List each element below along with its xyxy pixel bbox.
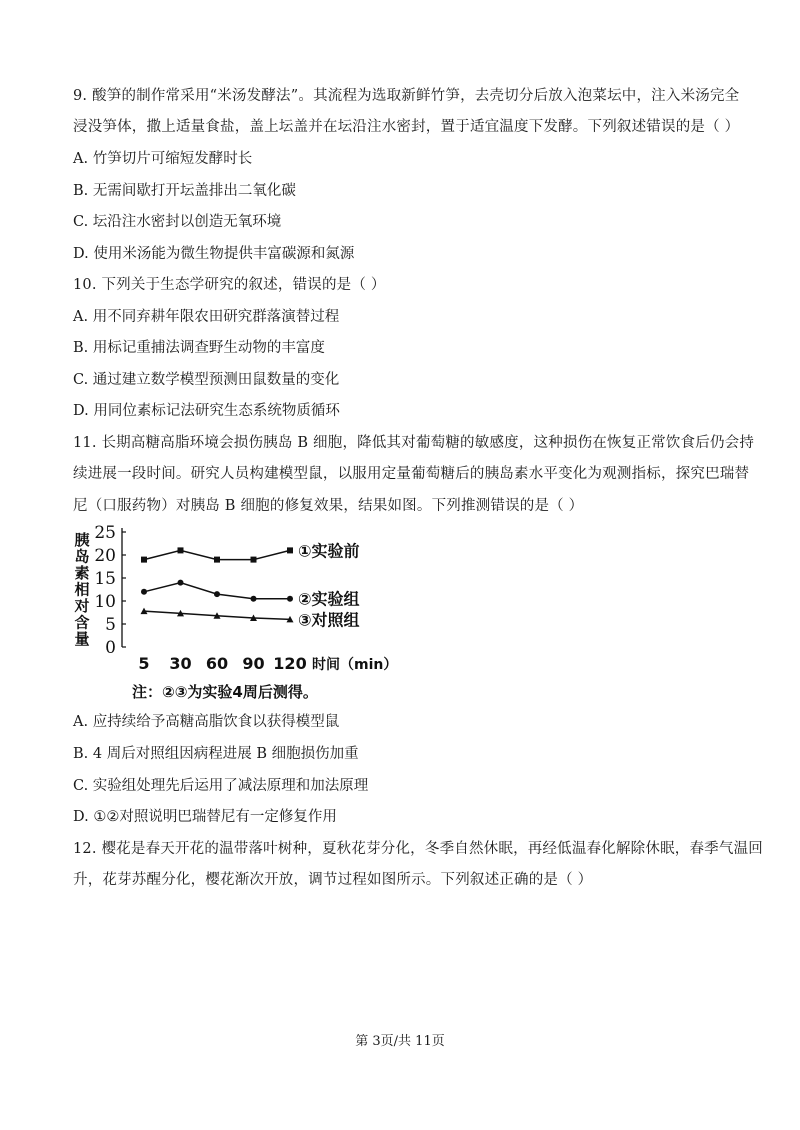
x-tick-label: 30 (169, 654, 192, 673)
data-point-square (287, 547, 293, 553)
q9-stem-line-1: 9. 酸笋的制作常采用“米汤发酵法”。其流程为选取新鲜竹笋，去壳切分后放入泡菜坛中，注入米汤完全 (73, 88, 740, 104)
y-tick-label: 25 (94, 523, 116, 543)
q10-option-d: D. 用同位素标记法研究生态系统物质循环 (73, 403, 340, 419)
q10-stem: 10. 下列关于生态学研究的叙述，错误的是（ ） (73, 277, 386, 293)
insulin-chart (70, 520, 410, 700)
x-tick-label: 60 (205, 654, 229, 673)
q11-stem-line-3: 尼（口服药物）对胰岛 B 细胞的修复效果，结果如图。下列推测错误的是（ ） (73, 498, 584, 514)
data-point-circle (287, 596, 293, 602)
x-tick-label: 120 (273, 654, 307, 673)
series-label: ①实验前 (298, 541, 360, 561)
q11-option-c: C. 实验组处理先后运用了减法原理和加法原理 (73, 778, 369, 794)
q9-option-d: D. 使用米汤能为微生物提供丰富碳源和氮源 (73, 246, 355, 262)
data-point-square (214, 557, 220, 563)
data-point-circle (178, 580, 184, 586)
x-axis-label: 时间（min） (312, 657, 398, 673)
q11-option-b: B. 4 周后对照组因病程进展 B 细胞损伤加重 (73, 746, 359, 762)
q9-stem-line-2: 浸没笋体，撒上适量食盐，盖上坛盖并在坛沿注水密封，置于适宜温度下发酵。下列叙述错误的是（ ） (73, 119, 740, 135)
y-tick-label: 10 (94, 592, 116, 612)
series-label: ②实验组 (298, 589, 360, 609)
q9-option-a: A. 竹笋切片可缩短发酵时长 (73, 151, 253, 167)
y-tick-label: 0 (105, 638, 116, 658)
y-tick-label: 5 (105, 615, 116, 635)
data-point-circle (251, 596, 257, 602)
insulin-chart-svg (70, 520, 410, 700)
q10-option-c: C. 通过建立数学模型预测田鼠数量的变化 (73, 372, 340, 388)
y-tick-label: 20 (94, 546, 116, 566)
page-footer: 第 3页/共 11页 (355, 1034, 445, 1049)
q10-option-a: A. 用不同弃耕年限农田研究群落演替过程 (73, 309, 340, 325)
chart-note: 注：②③为实验4周后测得。 (132, 683, 318, 700)
data-point-circle (141, 589, 147, 595)
q11-stem-line-2: 续进展一段时间。研究人员构建模型鼠，以服用定量葡萄糖后的胰岛素水平变化为观测指标，探究巴瑞替 (73, 466, 750, 482)
q11-option-a: A. 应持续给予高糖高脂饮食以获得模型鼠 (73, 714, 340, 730)
data-point-circle (214, 591, 220, 597)
y-axis-label: 胰岛素相对含量 (74, 531, 90, 648)
data-point-square (178, 547, 184, 553)
q11-option-d: D. ①②对照说明巴瑞替尼有一定修复作用 (73, 809, 337, 825)
q10-option-b: B. 用标记重捕法调查野生动物的丰富度 (73, 340, 325, 356)
x-tick-label: 90 (242, 654, 265, 673)
q12-stem-line-1: 12. 樱花是春天开花的温带落叶树种，夏秋花芽分化，冬季自然休眠，再经低温春化解除休眠，春季气温回 (73, 841, 763, 857)
data-point-square (251, 557, 257, 563)
q12-stem-line-2: 升，花芽苏醒分化，樱花渐次开放，调节过程如图所示。下列叙述正确的是（ ） (73, 872, 593, 888)
series-label: ③对照组 (298, 610, 360, 630)
q11-stem-line-1: 11. 长期高糖高脂环境会损伤胰岛 B 细胞，降低其对葡萄糖的敏感度，这种损伤在恢复正常饮食后仍会持 (73, 435, 755, 451)
data-point-square (141, 557, 147, 563)
q9-option-c: C. 坛沿注水密封以创造无氧环境 (73, 214, 282, 230)
x-tick-label: 5 (138, 654, 150, 673)
y-tick-label: 15 (94, 569, 116, 589)
q9-option-b: B. 无需间歇打开坛盖排出二氧化碳 (73, 183, 296, 199)
